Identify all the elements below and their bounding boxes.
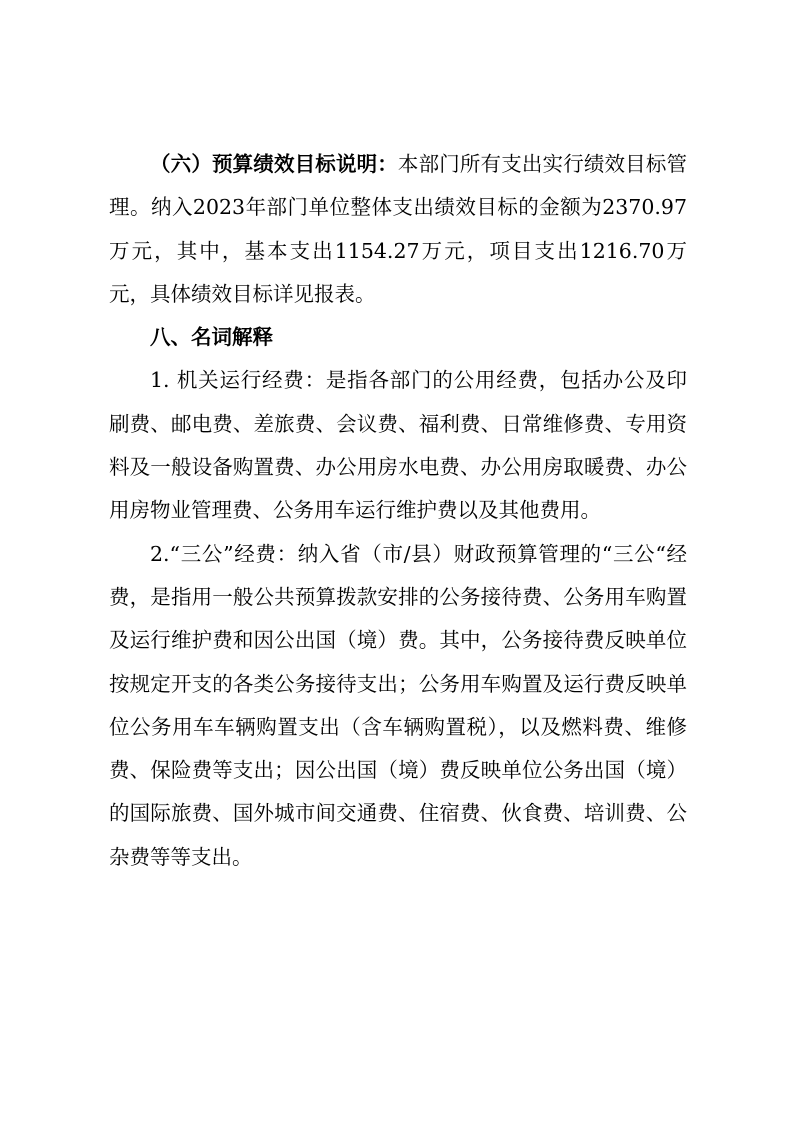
- section-eight-heading: 八、名词解释: [150, 325, 273, 350]
- section-six-label: （六）预算绩效目标说明：: [150, 152, 398, 176]
- definition-item: 1. 机关运行经费：是指各部门的公用经费，包括办公及印刷费、邮电费、差旅费、会议费、福利费、日常维修费、专用资料及一般设备购置费、办公用房水电费、办公用房取暖费、办公用房物业管理费、公务用车运行维护费以及其他费用。: [109, 368, 687, 523]
- section-six-text: 本部门所有支出实行绩效目标管理。纳入2023年部门单位整体支出绩效目标的金额为2370.97万元，其中，基本支出1154.27万元，项目支出1216.70万元，具体绩效目标详见报表。: [109, 152, 688, 306]
- budget-performance-paragraph: [109, 143, 687, 316]
- page-content: [109, 143, 687, 879]
- definition-item: 2.“三公”经费：纳入省（市/县）财政预算管理的“三公“经费，是指用一般公共预算拨款安排的公务接待费、公务用车购置及运行维护费和因公出国（境）费。其中，公务接待费反映单位按规定开支的各类公务接待支出；公务用车购置及运行费反映单位公务用车车辆购置支出（含车辆购置税），以及燃料费、维修费、保险费等支出；因公出国（境）费反映单位公务出国（境）的国际旅费、国外城市间交通费、住宿费、伙食费、培训费、公杂费等等支出。: [109, 541, 687, 869]
